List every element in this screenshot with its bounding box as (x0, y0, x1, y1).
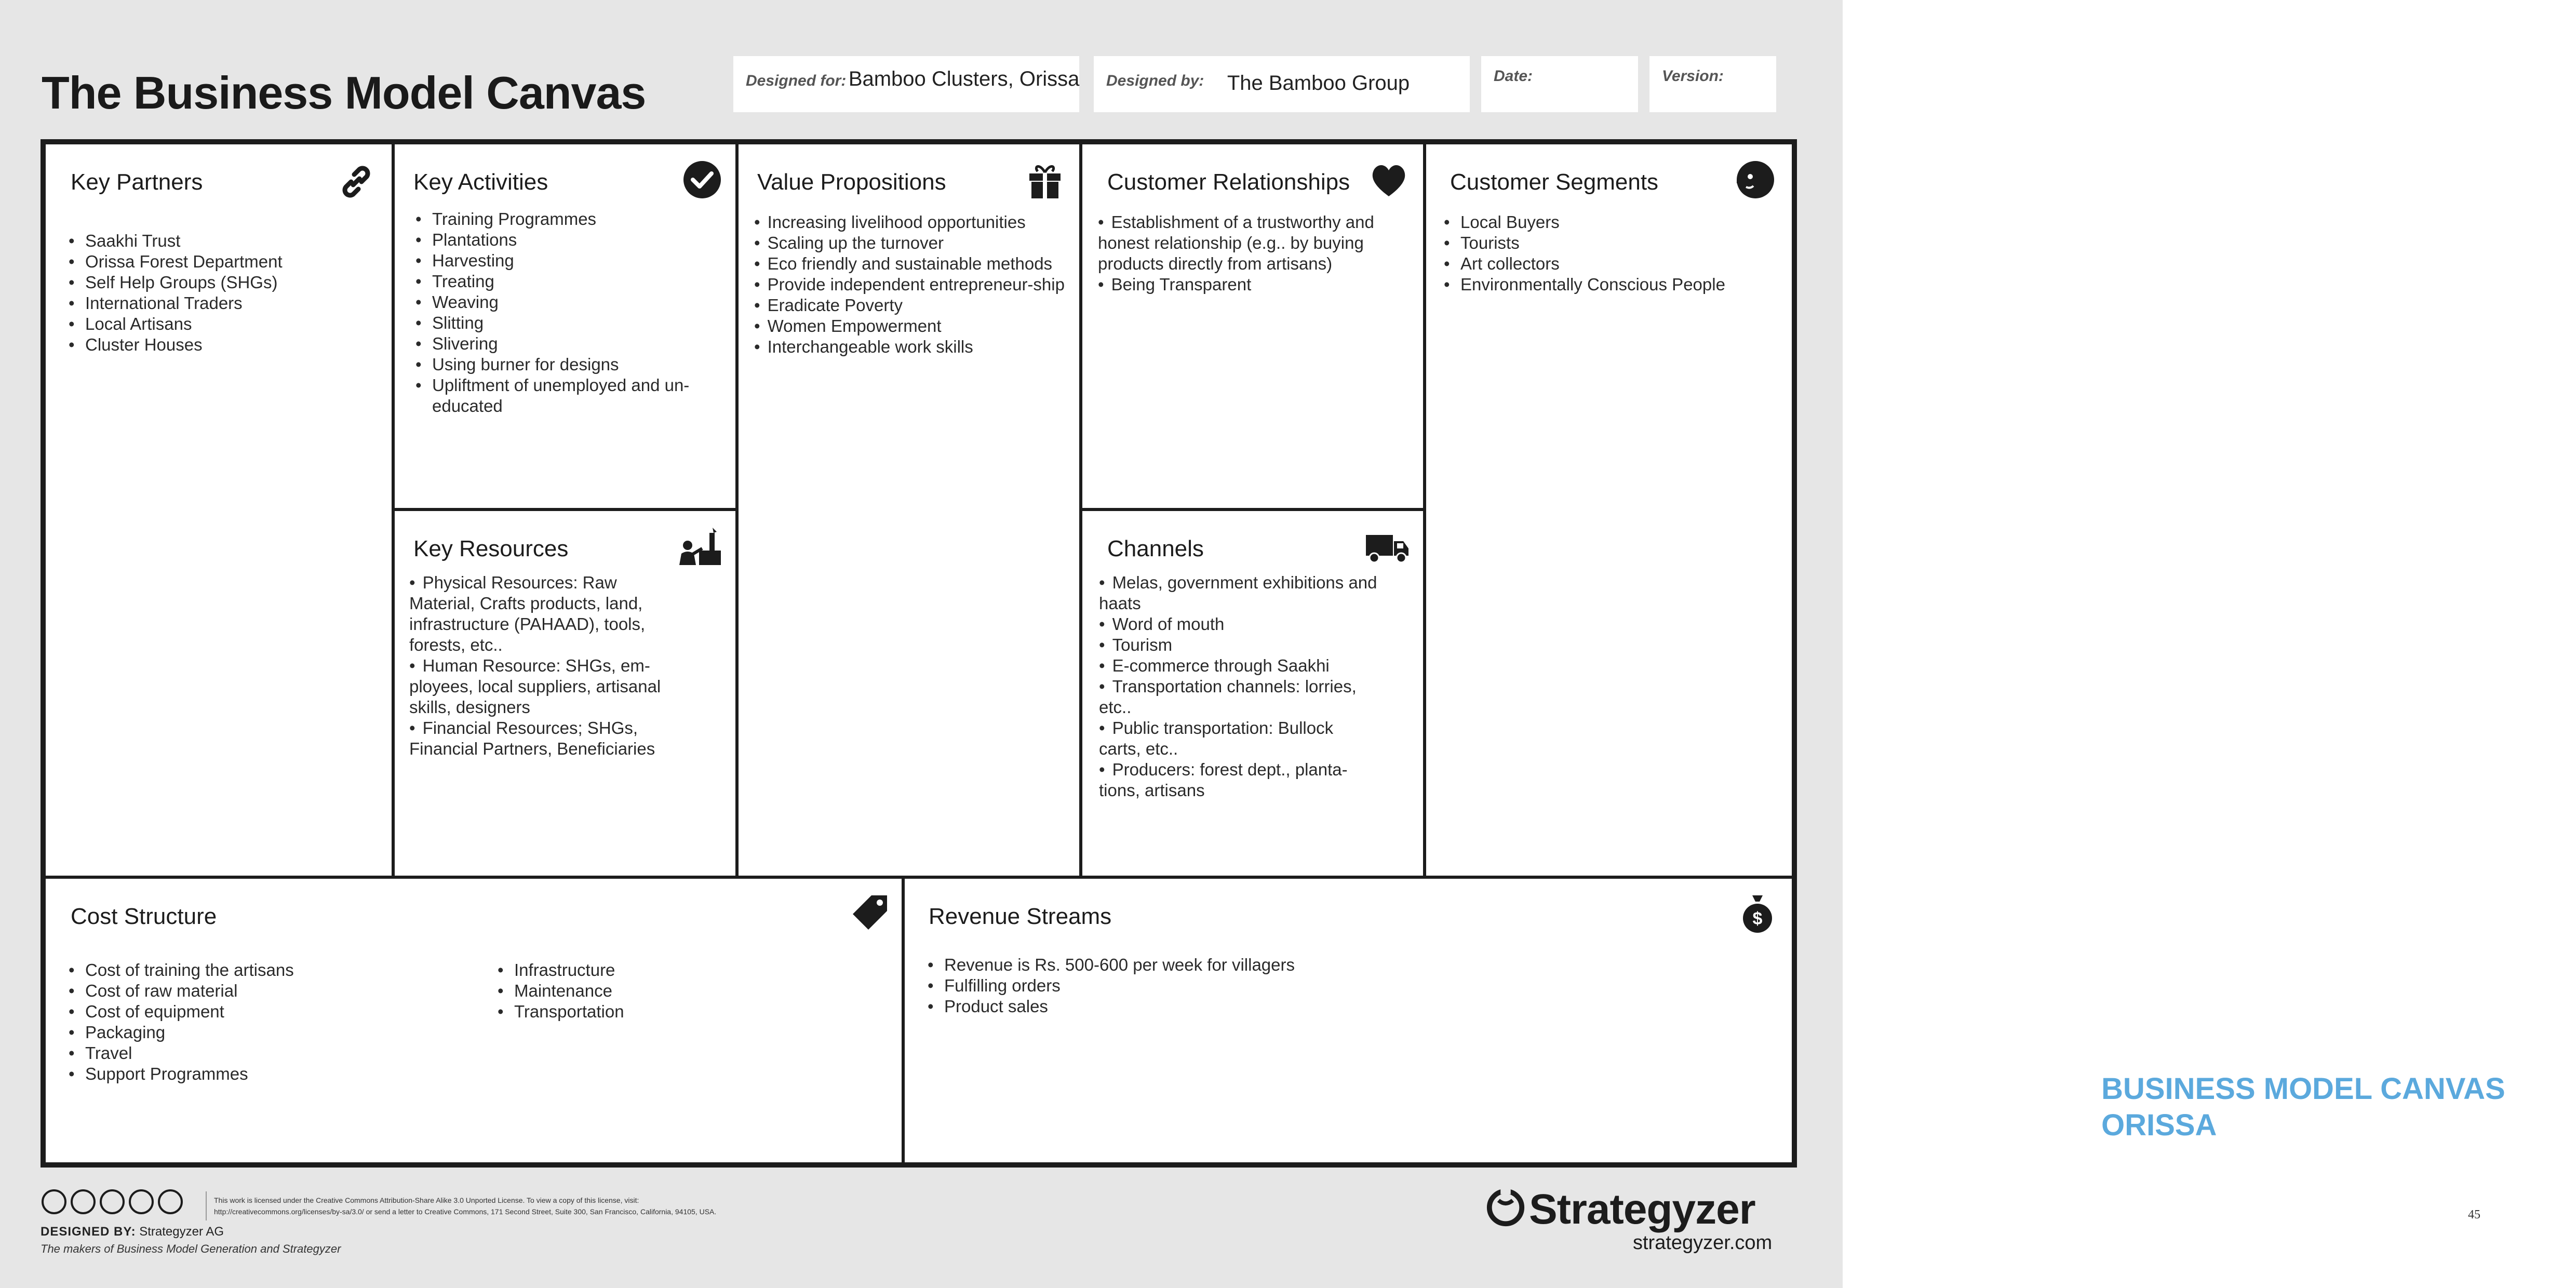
designed-by-label: DESIGNED BY: (41, 1225, 136, 1239)
list-item: • Fulfilling orders (925, 975, 1295, 996)
designed-by-value: Strategyzer AG (139, 1225, 224, 1239)
list-item: • Saakhi Trust (66, 231, 283, 251)
license-line[interactable]: http://creativecommons.org/licenses/by-sa/3.0/ or send a letter to Creative Commons, 171 Second Street, Suite 300, San Francisco, California, 94105, USA. (214, 1208, 717, 1216)
list-item: • Packaging (66, 1022, 294, 1043)
list-item: • Treating (413, 271, 715, 292)
list-item: • Upliftment of unemployed and un-educated (413, 375, 715, 417)
cost-structure-title: Cost Structure (71, 904, 217, 929)
svg-text:$: $ (1752, 909, 1763, 929)
list-item: • Human Resource: SHGs, em-ployees, local suppliers, artisanal skills, designers (409, 655, 669, 718)
slide-title-line: ORISSA (2101, 1108, 2217, 1142)
person-icon (158, 1189, 183, 1214)
list-item: • Scaling up the turnover (754, 233, 1071, 253)
key-resources-cell[interactable] (395, 511, 735, 876)
list-item: • Environmentally Conscious People (1442, 274, 1725, 295)
list-item: • Support Programmes (66, 1064, 294, 1084)
list-item: • Plantations (413, 230, 715, 250)
list-item: • Being Transparent (1098, 274, 1399, 295)
list-item: • Eco friendly and sustainable methods (754, 253, 1071, 274)
list-item: • Revenue is Rs. 500-600 per week for villagers (925, 955, 1295, 975)
revenue-streams-title: Revenue Streams (929, 904, 1112, 929)
cost-structure-list-left (66, 960, 294, 1084)
list-item: • Weaving (413, 292, 715, 313)
list-item: • Slitting (413, 313, 715, 333)
key-partners-cell[interactable] (46, 144, 392, 876)
channels-title: Channels (1107, 536, 1204, 561)
list-item: • Self Help Groups (SHGs) (66, 272, 283, 293)
strategyzer-url[interactable]: strategyzer.com (1633, 1232, 1773, 1254)
money-bag-icon (1737, 892, 1778, 934)
key-activities-cell[interactable] (395, 144, 735, 508)
designed-for-label: Designed for: (746, 72, 847, 89)
strategyzer-logo (1485, 1185, 1755, 1234)
designed-by-value: The Bamboo Group (1227, 72, 1410, 95)
revenue-streams-cell[interactable] (905, 879, 1792, 1162)
list-item: • Cost of equipment (66, 1001, 294, 1022)
face-icon (1735, 159, 1776, 200)
key-partners-title: Key Partners (71, 169, 203, 195)
designed-for-value: Bamboo Clusters, Orissa (848, 68, 1080, 90)
footer-divider (206, 1191, 207, 1220)
cc-icon (42, 1189, 66, 1214)
slide-title (2101, 1071, 2505, 1144)
gift-icon (1024, 159, 1066, 200)
list-item: • Slivering (413, 333, 715, 354)
revenue-streams-list (925, 955, 1295, 1017)
list-item: • Harvesting (413, 250, 715, 271)
factory-worker-icon (676, 526, 723, 567)
value-propositions-cell[interactable] (739, 144, 1079, 876)
share-alike-icon (100, 1189, 125, 1214)
list-item: • Physical Resources: Raw Material, Crafts products, land, infrastructure (PAHAAD), tools, forests, etc.. (409, 572, 669, 655)
key-activities-title: Key Activities (413, 169, 548, 195)
customer-relationships-list (1098, 212, 1399, 295)
list-item: • Art collectors (1442, 253, 1725, 274)
key-resources-title: Key Resources (413, 536, 569, 561)
version-label: Version: (1662, 68, 1724, 85)
customer-relationships-cell[interactable] (1082, 144, 1423, 508)
truck-icon (1364, 526, 1411, 567)
list-item: • International Traders (66, 293, 283, 314)
list-item: • Interchangeable work skills (754, 337, 1071, 357)
list-item: • Infrastructure (495, 960, 624, 981)
list-item: • Local Artisans (66, 314, 283, 334)
list-item: • Public transportation: Bullock carts, etc.. (1099, 718, 1379, 759)
list-item: • Melas, government exhibitions and haats (1099, 572, 1379, 614)
customer-segments-cell[interactable] (1426, 144, 1792, 876)
strategyzer-logo-icon (1485, 1187, 1526, 1228)
channels-list (1099, 572, 1379, 801)
creative-commons-badges (42, 1189, 187, 1214)
license-line: This work is licensed under the Creative Commons Attribution-Share Alike 3.0 Unported License. To view a copy of this license, visit: (214, 1196, 639, 1204)
list-item: • Word of mouth (1099, 614, 1379, 635)
date-box[interactable] (1481, 56, 1638, 112)
cost-structure-cell[interactable] (46, 879, 902, 1162)
heart-icon (1368, 159, 1410, 200)
date-label: Date: (1494, 68, 1533, 85)
strategyzer-wordmark: Strategyzer (1529, 1186, 1755, 1233)
price-tag-icon (849, 892, 890, 934)
list-item: • Product sales (925, 996, 1295, 1017)
list-item: • Eradicate Poverty (754, 295, 1071, 316)
page-title: The Business Model Canvas (42, 67, 646, 118)
key-activities-list (413, 209, 715, 417)
customer-segments-list (1442, 212, 1725, 295)
list-item: • Tourism (1099, 635, 1379, 655)
list-item: • Cost of training the artisans (66, 960, 294, 981)
value-propositions-title: Value Propositions (757, 169, 946, 195)
list-item: • Local Buyers (1442, 212, 1725, 233)
license-text (214, 1195, 889, 1217)
noncommercial-icon (129, 1189, 154, 1214)
designed-for-box[interactable] (733, 56, 1079, 112)
list-item: • Establishment of a trustworthy and honest relationship (e.g.. by buying products directly from artisans) (1098, 212, 1399, 274)
tagline: The makers of Business Model Generation and Strategyzer (41, 1242, 341, 1255)
list-item: • Orissa Forest Department (66, 251, 283, 272)
version-box[interactable] (1649, 56, 1776, 112)
checkmark-icon (681, 159, 723, 200)
key-partners-list (66, 231, 283, 355)
list-item: • E-commerce through Saakhi (1099, 655, 1379, 676)
designed-by-credit (41, 1225, 224, 1239)
cost-structure-list-right (495, 960, 624, 1022)
business-model-grid (41, 139, 1797, 1168)
list-item: • Provide independent entrepreneur-ship (754, 274, 1071, 295)
list-item: • Cost of raw material (66, 981, 294, 1001)
list-item: • Using burner for designs (413, 354, 715, 375)
attribution-icon (71, 1189, 96, 1214)
link-icon (336, 161, 377, 203)
list-item: • Transportation channels: lorries, etc.. (1099, 676, 1379, 718)
list-item: • Tourists (1442, 233, 1725, 253)
channels-cell[interactable] (1082, 511, 1423, 876)
slide-title-line: BUSINESS MODEL CANVAS (2101, 1072, 2505, 1106)
list-item: • Transportation (495, 1001, 624, 1022)
key-resources-list (409, 572, 669, 759)
customer-segments-title: Customer Segments (1450, 169, 1659, 195)
designed-by-box[interactable] (1094, 56, 1470, 112)
list-item: • Training Programmes (413, 209, 715, 230)
list-item: • Travel (66, 1043, 294, 1064)
list-item: • Financial Resources; SHGs, Financial Partners, Beneficiaries (409, 718, 669, 759)
page-number: 45 (2468, 1208, 2480, 1222)
designed-by-label: Designed by: (1106, 72, 1204, 89)
list-item: • Maintenance (495, 981, 624, 1001)
list-item: • Increasing livelihood opportunities (754, 212, 1071, 233)
list-item: • Cluster Houses (66, 334, 283, 355)
customer-relationships-title: Customer Relationships (1107, 169, 1350, 195)
list-item: • Women Empowerment (754, 316, 1071, 337)
list-item: • Producers: forest dept., planta-tions, artisans (1099, 759, 1379, 801)
value-propositions-list (754, 212, 1071, 357)
